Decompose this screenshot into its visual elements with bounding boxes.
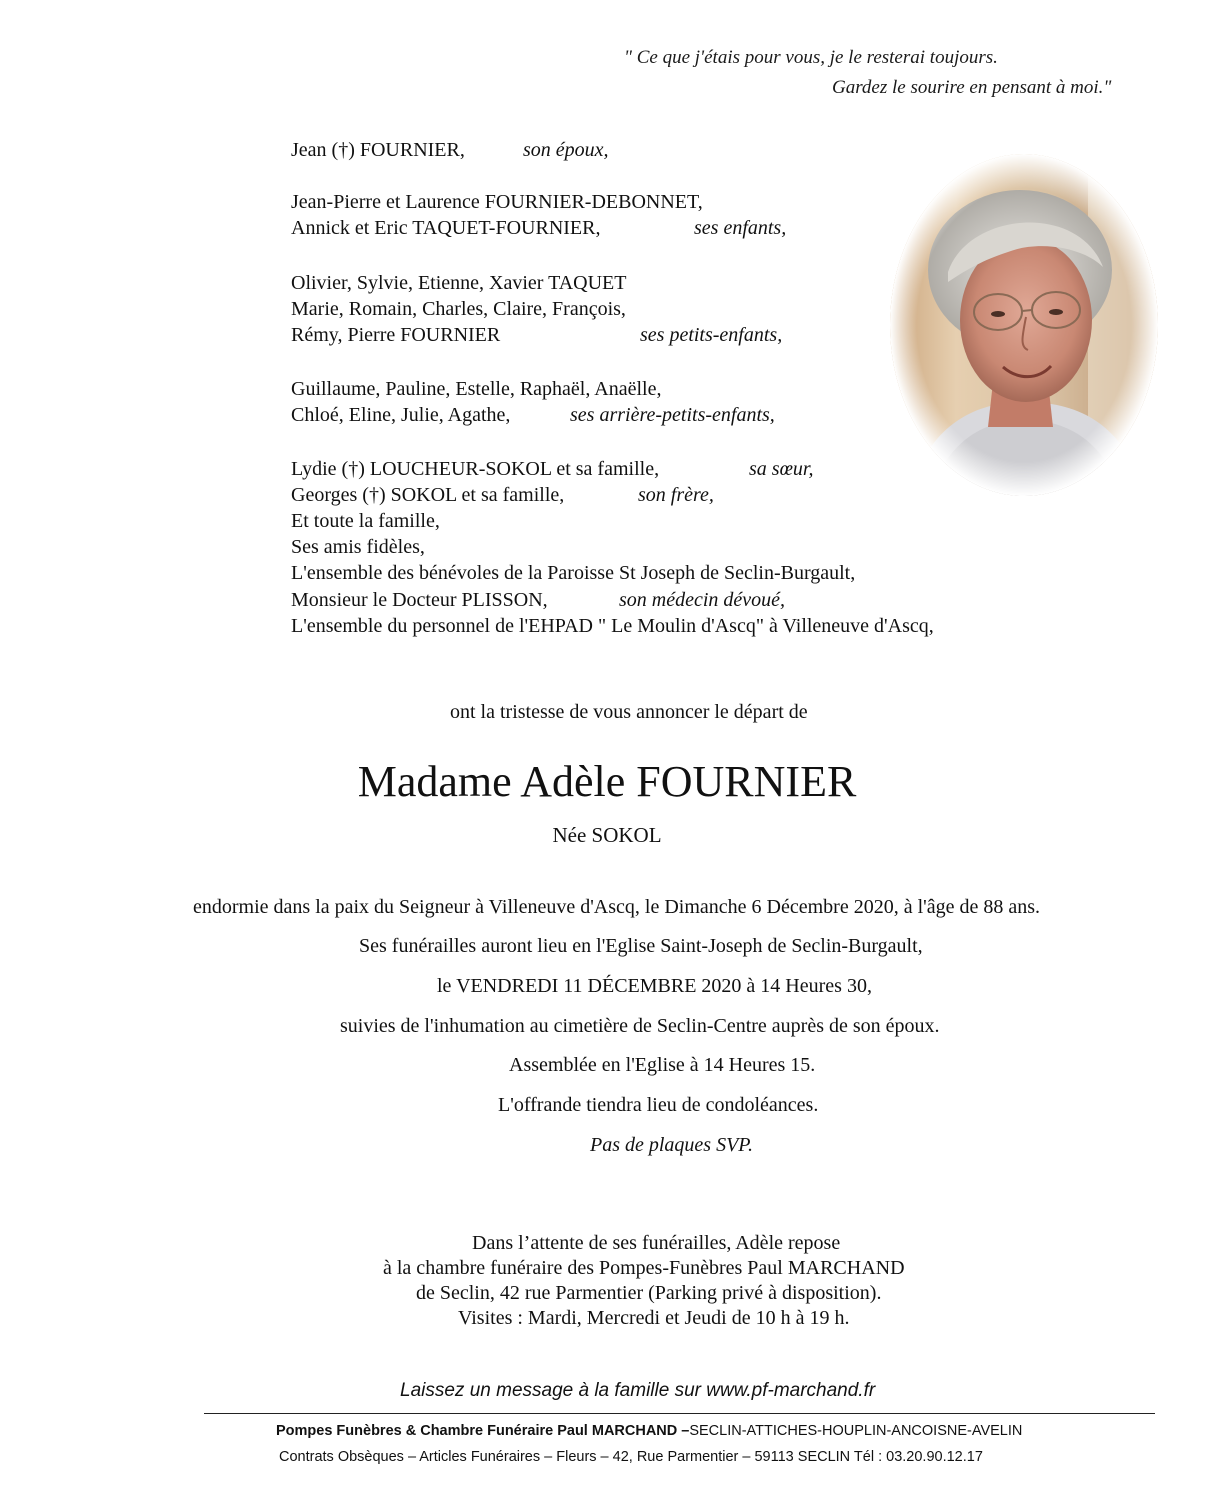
detail-line: Assemblée en l'Eglise à 14 Heures 15. [509, 1054, 816, 1076]
detail-line: Ses funérailles auront lieu en l'Eglise Saint-Joseph de Seclin-Burgault, [359, 935, 923, 957]
family-line: Georges (†) SOKOL et sa famille, [291, 484, 565, 506]
family-role: ses petits-enfants, [640, 324, 783, 346]
repose-line: de Seclin, 42 rue Parmentier (Parking privé à disposition). [416, 1282, 882, 1304]
family-line: Jean-Pierre et Laurence FOURNIER-DEBONNET, [291, 191, 703, 213]
family-line: Marie, Romain, Charles, Claire, François, [291, 298, 626, 320]
footer-company-name: Pompes Funèbres & Chambre Funéraire Paul MARCHAND – [276, 1423, 690, 1439]
detail-line: Pas de plaques SVP. [590, 1134, 753, 1156]
detail-line: le VENDREDI 11 DÉCEMBRE 2020 à 14 Heures 30, [437, 975, 872, 997]
family-role: son époux, [523, 139, 609, 161]
quote-line-1: " Ce que j'étais pour vous, je le resterai toujours. [624, 47, 998, 68]
family-role: ses arrière-petits-enfants, [570, 404, 775, 426]
website-message[interactable]: Laissez un message à la famille sur www.pf-marchand.fr [400, 1380, 876, 1401]
repose-line: à la chambre funéraire des Pompes-Funèbres Paul MARCHAND [383, 1257, 905, 1279]
portrait-photo-icon [888, 152, 1160, 498]
family-line: Rémy, Pierre FOURNIER [291, 324, 501, 346]
family-line: Chloé, Eline, Julie, Agathe, [291, 404, 511, 426]
detail-line: suivies de l'inhumation au cimetière de Seclin-Centre auprès de son époux. [340, 1015, 940, 1037]
footer-divider [204, 1413, 1155, 1414]
family-line: Lydie (†) LOUCHEUR-SOKOL et sa famille, [291, 458, 660, 480]
family-line: L'ensemble des bénévoles de la Paroisse St Joseph de Seclin-Burgault, [291, 562, 856, 584]
family-role: son médecin dévoué, [619, 589, 786, 611]
family-line: Ses amis fidèles, [291, 536, 425, 558]
maiden-name: Née SOKOL [552, 823, 662, 847]
repose-line: Visites : Mardi, Mercredi et Jeudi de 10 h à 19 h. [458, 1307, 850, 1329]
quote-line-2: Gardez le sourire en pensant à moi." [832, 77, 1112, 98]
family-line: Monsieur le Docteur PLISSON, [291, 589, 548, 611]
family-line: L'ensemble du personnel de l'EHPAD " Le Moulin d'Ascq" à Villeneuve d'Ascq, [291, 615, 934, 637]
family-line: Guillaume, Pauline, Estelle, Raphaël, Anaëlle, [291, 378, 662, 400]
family-line: Annick et Eric TAQUET-FOURNIER, [291, 217, 601, 239]
detail-line: endormie dans la paix du Seigneur à Villeneuve d'Ascq, le Dimanche 6 Décembre 2020, à l'âge de 88 ans. [193, 896, 1041, 918]
detail-line: L'offrande tiendra lieu de condoléances. [498, 1094, 819, 1116]
family-role: son frère, [638, 484, 714, 506]
footer-towns: SECLIN-ATTICHES-HOUPLIN-ANCOISNE-AVELIN [689, 1423, 1023, 1439]
family-line: Olivier, Sylvie, Etienne, Xavier TAQUET [291, 272, 627, 294]
family-line: Jean (†) FOURNIER, [291, 139, 465, 161]
deceased-name: Madame Adèle FOURNIER [357, 757, 857, 806]
footer-contact: Contrats Obsèques – Articles Funéraires – Fleurs – 42, Rue Parmentier – 59113 SECLIN Tél : 03.20.90.12.17 [279, 1449, 983, 1465]
family-line: Et toute la famille, [291, 510, 440, 532]
family-role: ses enfants, [694, 217, 787, 239]
repose-line: Dans l’attente de ses funérailles, Adèle repose [472, 1232, 841, 1254]
family-role: sa sœur, [749, 458, 814, 480]
announcement-text: ont la tristesse de vous annoncer le départ de [450, 701, 808, 723]
footer-company [276, 1423, 1022, 1439]
